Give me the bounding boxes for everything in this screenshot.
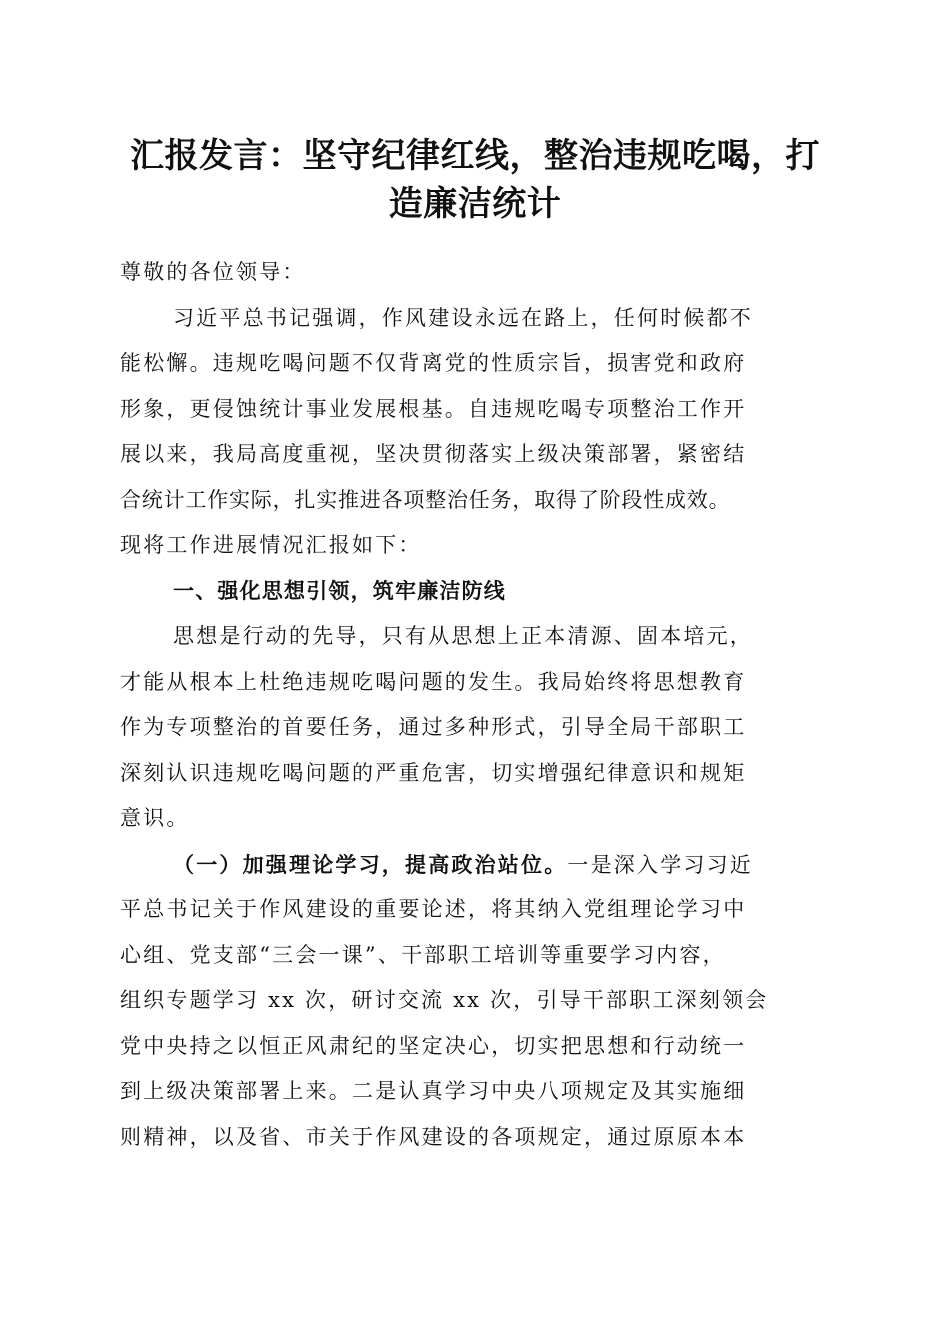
subsection-line: 到上级决策部署上来。二是认真学习中央八项规定及其实施细 xyxy=(120,1079,747,1103)
title-line-1: 汇报发言：坚守纪律红线，整治违规吃喝，打 xyxy=(130,136,820,176)
subsection-line: 组织专题学习 xx 次，研讨交流 xx 次，引导干部职工深刻领会 xyxy=(120,988,769,1012)
intro-line: 形象，更侵蚀统计事业发展根基。自违规吃喝专项整治工作开 xyxy=(120,396,747,421)
document-body xyxy=(120,250,825,1160)
section-paragraph-line: 思想是行动的先导，只有从思想上正本清源、固本培元， xyxy=(173,624,753,648)
subsection-text: 一是深入学习习近 xyxy=(567,852,754,877)
subsection-line: 党中央持之以恒正风肃纪的坚定决心，切实把思想和行动统一 xyxy=(120,1033,747,1058)
section-heading: 一、强化思想引领，筑牢廉洁防线 xyxy=(173,578,506,603)
title-line-2: 造廉洁统计 xyxy=(388,184,562,224)
section-paragraph-line: 深刻认识违规吃喝问题的严重危害，切实增强纪律意识和规矩 xyxy=(120,760,747,785)
document-title xyxy=(112,132,838,228)
section-paragraph-line: 才能从根本上杜绝违规吃喝问题的发生。我局始终将思想教育 xyxy=(120,669,747,694)
intro-line: 合统计工作实际，扎实推进各项整治任务，取得了阶段性成效。 xyxy=(120,487,731,512)
subsection-line: 则精神，以及省、市关于作风建设的各项规定，通过原原本本 xyxy=(120,1124,747,1149)
intro-line: 能松懈。违规吃喝问题不仅背离党的性质宗旨，损害党和政府 xyxy=(120,351,747,375)
subsection-line: 心组、党支部“三会一课”、干部职工培训等重要学习内容， xyxy=(120,942,726,967)
intro-line: 现将工作进展情况汇报如下： xyxy=(120,533,422,557)
subsection-heading: （一）加强理论学习，提高政治站位。 xyxy=(173,851,568,877)
intro-line: 展以来，我局高度重视，坚决贯彻落实上级决策部署，紧密结 xyxy=(120,442,747,466)
intro-line: 习近平总书记强调，作风建设永远在路上，任何时候都不 xyxy=(173,305,753,330)
salutation: 尊敬的各位领导： xyxy=(120,260,306,284)
section-paragraph-line: 意识。 xyxy=(120,806,190,830)
subsection-line: 平总书记关于作风建设的重要论述，将其纳入党组理论学习中 xyxy=(120,897,747,921)
subsection-first-line xyxy=(120,842,825,888)
section-paragraph-line: 作为专项整治的首要任务，通过多种形式，引导全局干部职工 xyxy=(120,715,747,739)
